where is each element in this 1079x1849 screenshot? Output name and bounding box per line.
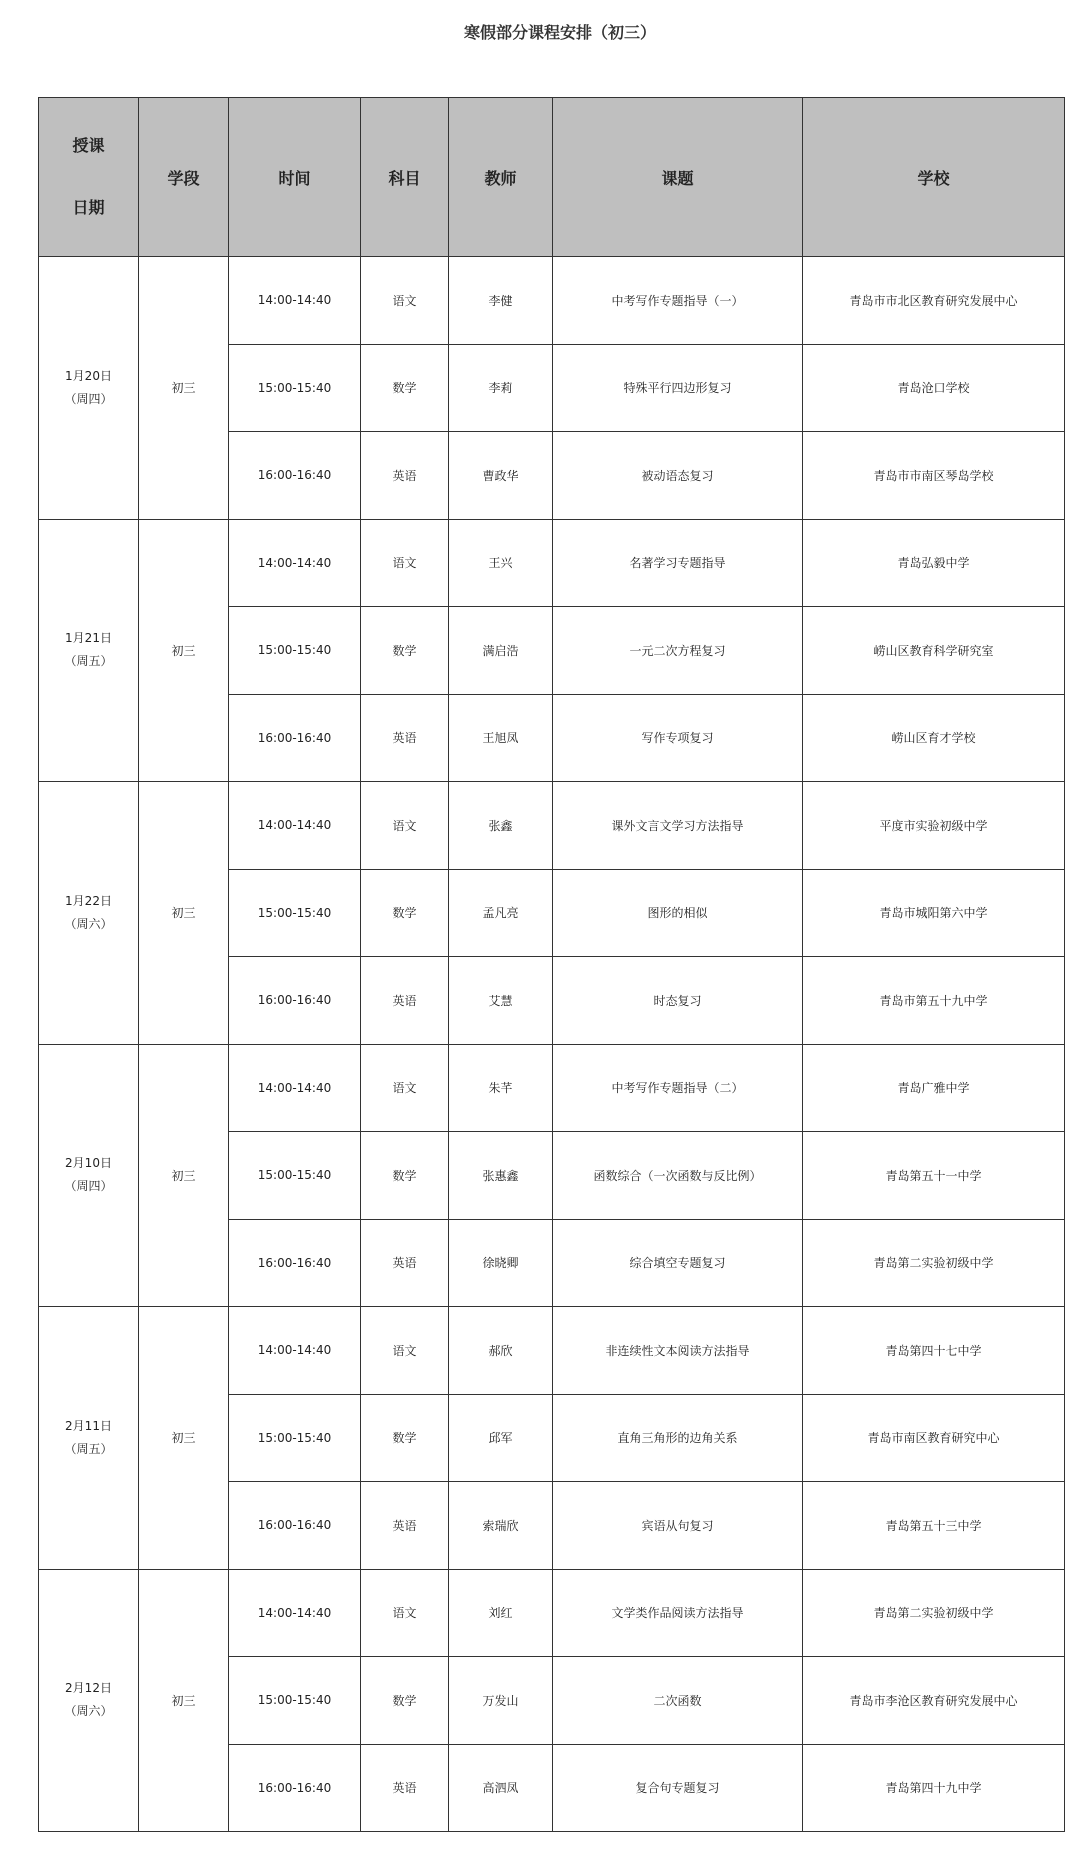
topic-cell: 复合句专题复习 [553, 1744, 803, 1832]
time-cell: 15:00-15:40 [229, 1394, 361, 1482]
weekday-text: （周四） [64, 1179, 113, 1194]
school-cell: 青岛市市北区教育研究发展中心 [803, 257, 1065, 345]
topic-cell: 直角三角形的边角关系 [553, 1394, 803, 1482]
date-text: 1月21日 [65, 631, 112, 646]
school-cell: 青岛广雅中学 [803, 1044, 1065, 1132]
topic-cell: 特殊平行四边形复习 [553, 344, 803, 432]
teacher-cell: 曹政华 [449, 432, 553, 520]
header-teacher: 教师 [449, 98, 553, 257]
subject-cell: 语文 [361, 519, 449, 607]
subject-cell: 数学 [361, 607, 449, 695]
header-date-line1: 授课 [72, 136, 105, 155]
weekday-text: （周六） [64, 1704, 113, 1719]
time-cell: 15:00-15:40 [229, 607, 361, 695]
time-cell: 16:00-16:40 [229, 432, 361, 520]
date-cell [39, 1044, 139, 1307]
school-cell: 青岛第二实验初级中学 [803, 1219, 1065, 1307]
subject-cell: 数学 [361, 1132, 449, 1220]
topic-cell: 中考写作专题指导（二） [553, 1044, 803, 1132]
subject-cell: 语文 [361, 1044, 449, 1132]
topic-cell: 写作专项复习 [553, 694, 803, 782]
school-cell: 青岛第五十一中学 [803, 1132, 1065, 1220]
school-cell: 青岛弘毅中学 [803, 519, 1065, 607]
stage-cell: 初三 [139, 1044, 229, 1307]
date-cell [39, 257, 139, 520]
subject-cell: 英语 [361, 432, 449, 520]
time-cell: 15:00-15:40 [229, 1132, 361, 1220]
school-cell: 青岛市李沧区教育研究发展中心 [803, 1657, 1065, 1745]
time-cell: 14:00-14:40 [229, 257, 361, 345]
teacher-cell: 王兴 [449, 519, 553, 607]
weekday-text: （周五） [64, 1441, 113, 1456]
time-cell: 14:00-14:40 [229, 1307, 361, 1395]
stage-cell: 初三 [139, 1307, 229, 1570]
topic-cell: 时态复习 [553, 957, 803, 1045]
topic-cell: 中考写作专题指导（一） [553, 257, 803, 345]
school-cell: 青岛市城阳第六中学 [803, 869, 1065, 957]
teacher-cell: 孟凡亮 [449, 869, 553, 957]
teacher-cell: 李莉 [449, 344, 553, 432]
school-cell: 青岛第二实验初级中学 [803, 1569, 1065, 1657]
weekday-text: （周五） [64, 654, 113, 669]
teacher-cell: 万发山 [449, 1657, 553, 1745]
time-cell: 16:00-16:40 [229, 694, 361, 782]
weekday-text: （周四） [64, 391, 113, 406]
subject-cell: 语文 [361, 1569, 449, 1657]
teacher-cell: 张鑫 [449, 782, 553, 870]
schedule-table [38, 97, 1065, 1832]
time-cell: 15:00-15:40 [229, 344, 361, 432]
table-row [39, 257, 1065, 345]
topic-cell: 被动语态复习 [553, 432, 803, 520]
stage-cell: 初三 [139, 257, 229, 520]
teacher-cell: 张惠鑫 [449, 1132, 553, 1220]
date-cell [39, 519, 139, 782]
school-cell: 平度市实验初级中学 [803, 782, 1065, 870]
header-subject: 科目 [361, 98, 449, 257]
topic-cell: 综合填空专题复习 [553, 1219, 803, 1307]
teacher-cell: 李健 [449, 257, 553, 345]
time-cell: 16:00-16:40 [229, 1744, 361, 1832]
time-cell: 16:00-16:40 [229, 957, 361, 1045]
teacher-cell: 艾慧 [449, 957, 553, 1045]
time-cell: 15:00-15:40 [229, 1657, 361, 1745]
teacher-cell: 刘红 [449, 1569, 553, 1657]
table-row [39, 1307, 1065, 1395]
time-cell: 16:00-16:40 [229, 1219, 361, 1307]
topic-cell: 二次函数 [553, 1657, 803, 1745]
table-row [39, 519, 1065, 607]
topic-cell: 函数综合（一次函数与反比例） [553, 1132, 803, 1220]
weekday-text: （周六） [64, 916, 113, 931]
school-cell: 青岛第四十七中学 [803, 1307, 1065, 1395]
table-row [39, 1569, 1065, 1657]
topic-cell: 文学类作品阅读方法指导 [553, 1569, 803, 1657]
subject-cell: 英语 [361, 957, 449, 1045]
teacher-cell: 徐晓卿 [449, 1219, 553, 1307]
date-cell [39, 1569, 139, 1832]
time-cell: 16:00-16:40 [229, 1482, 361, 1570]
stage-cell: 初三 [139, 1569, 229, 1832]
subject-cell: 英语 [361, 1482, 449, 1570]
date-text: 2月12日 [65, 1681, 112, 1696]
clipped-side-marks [1072, 230, 1079, 480]
teacher-cell: 王旭凤 [449, 694, 553, 782]
header-row [39, 98, 1065, 257]
teacher-cell: 朱芊 [449, 1044, 553, 1132]
subject-cell: 数学 [361, 1657, 449, 1745]
date-text: 1月22日 [65, 893, 112, 908]
subject-cell: 数学 [361, 869, 449, 957]
date-cell [39, 782, 139, 1045]
time-cell: 14:00-14:40 [229, 1569, 361, 1657]
school-cell: 青岛市第五十九中学 [803, 957, 1065, 1045]
header-stage: 学段 [139, 98, 229, 257]
time-cell: 14:00-14:40 [229, 782, 361, 870]
header-school: 学校 [803, 98, 1065, 257]
topic-cell: 图形的相似 [553, 869, 803, 957]
subject-cell: 英语 [361, 694, 449, 782]
teacher-cell: 郝欣 [449, 1307, 553, 1395]
subject-cell: 英语 [361, 1744, 449, 1832]
date-text: 1月20日 [65, 368, 112, 383]
table-row [39, 782, 1065, 870]
time-cell: 14:00-14:40 [229, 519, 361, 607]
subject-cell: 数学 [361, 1394, 449, 1482]
subject-cell: 数学 [361, 344, 449, 432]
subject-cell: 语文 [361, 257, 449, 345]
subject-cell: 语文 [361, 1307, 449, 1395]
topic-cell: 一元二次方程复习 [553, 607, 803, 695]
time-cell: 15:00-15:40 [229, 869, 361, 957]
teacher-cell: 高泗凤 [449, 1744, 553, 1832]
subject-cell: 语文 [361, 782, 449, 870]
school-cell: 青岛沧口学校 [803, 344, 1065, 432]
header-date [39, 98, 139, 257]
header-time: 时间 [229, 98, 361, 257]
school-cell: 崂山区育才学校 [803, 694, 1065, 782]
teacher-cell: 满启浩 [449, 607, 553, 695]
page-title: 寒假部分课程安排（初三） [463, 23, 656, 42]
topic-cell: 课外文言文学习方法指导 [553, 782, 803, 870]
school-cell: 青岛第四十九中学 [803, 1744, 1065, 1832]
school-cell: 崂山区教育科学研究室 [803, 607, 1065, 695]
school-cell: 青岛市南区教育研究中心 [803, 1394, 1065, 1482]
stage-cell: 初三 [139, 519, 229, 782]
topic-cell: 名著学习专题指导 [553, 519, 803, 607]
school-cell: 青岛市市南区琴岛学校 [803, 432, 1065, 520]
header-topic: 课题 [553, 98, 803, 257]
subject-cell: 英语 [361, 1219, 449, 1307]
date-text: 2月11日 [65, 1418, 112, 1433]
time-cell: 14:00-14:40 [229, 1044, 361, 1132]
teacher-cell: 索瑞欣 [449, 1482, 553, 1570]
stage-cell: 初三 [139, 782, 229, 1045]
topic-cell: 宾语从句复习 [553, 1482, 803, 1570]
teacher-cell: 邱军 [449, 1394, 553, 1482]
header-date-line2: 日期 [72, 198, 105, 217]
date-text: 2月10日 [65, 1156, 112, 1171]
table-row [39, 1044, 1065, 1132]
school-cell: 青岛第五十三中学 [803, 1482, 1065, 1570]
date-cell [39, 1307, 139, 1570]
topic-cell: 非连续性文本阅读方法指导 [553, 1307, 803, 1395]
